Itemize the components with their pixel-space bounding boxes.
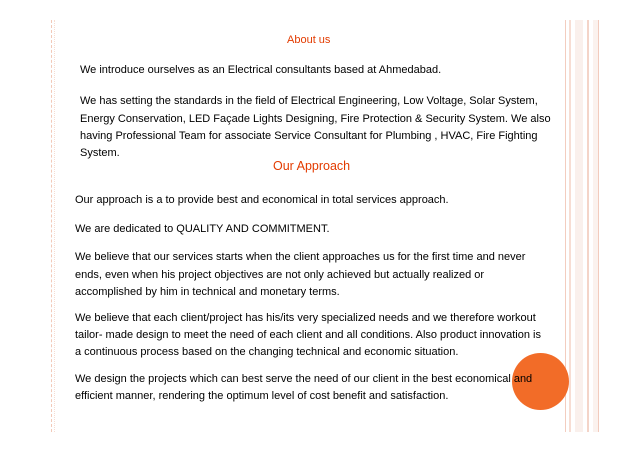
stripe-bar <box>598 20 599 432</box>
approach-heading: Our Approach <box>273 159 351 173</box>
approach-paragraph-line: accomplished by him in technical and monetary terms. <box>75 286 340 298</box>
about-setting-line: Energy Conservation, LED Façade Lights Designing, Fire Protection & Security System. We also <box>80 113 551 125</box>
approach-paragraph-line: a continuous process based on the changing technical and economic situation. <box>75 346 459 358</box>
approach-paragraph-line: efficient manner, rendering the optimum level of cost benefit and satisfaction. <box>75 390 449 402</box>
right-stripe-decoration <box>565 20 599 432</box>
approach-paragraph-line: tailor- made design to meet the need of each client and all conditions. Also product innovation is <box>75 329 541 341</box>
approach-paragraph-line: We believe that our services starts when the client approaches us for the first time and never <box>75 251 526 263</box>
about-setting-line: having Professional Team for associate Service Consultant for Plumbing , HVAC, Fire Fighting <box>80 130 538 142</box>
stripe-bar <box>587 20 589 432</box>
approach-paragraph-line: ends, even when his project objectives are not only achieved but actually realized or <box>75 269 485 281</box>
left-margin-rule <box>51 20 52 432</box>
left-margin-rule-inner <box>54 20 55 432</box>
approach-paragraph: Our approach is a to provide best and economical in total services approach. <box>75 194 449 206</box>
about-setting-line: We has setting the standards in the field of Electrical Engineering, Low Voltage, Solar System, <box>80 95 538 107</box>
approach-paragraph-line: We believe that each client/project has his/its very specialized needs and we therefore workout <box>75 312 536 324</box>
stripe-bar <box>575 20 583 432</box>
about-setting-line: System. <box>80 147 120 159</box>
stripe-bar <box>569 20 571 432</box>
about-heading: About us <box>287 34 331 46</box>
approach-paragraph: We are dedicated to QUALITY AND COMMITMENT. <box>75 223 330 235</box>
approach-paragraph-line: We design the projects which can best serve the need of our client in the best economical and <box>75 373 533 385</box>
about-intro: We introduce ourselves as an Electrical consultants based at Ahmedabad. <box>80 64 442 76</box>
